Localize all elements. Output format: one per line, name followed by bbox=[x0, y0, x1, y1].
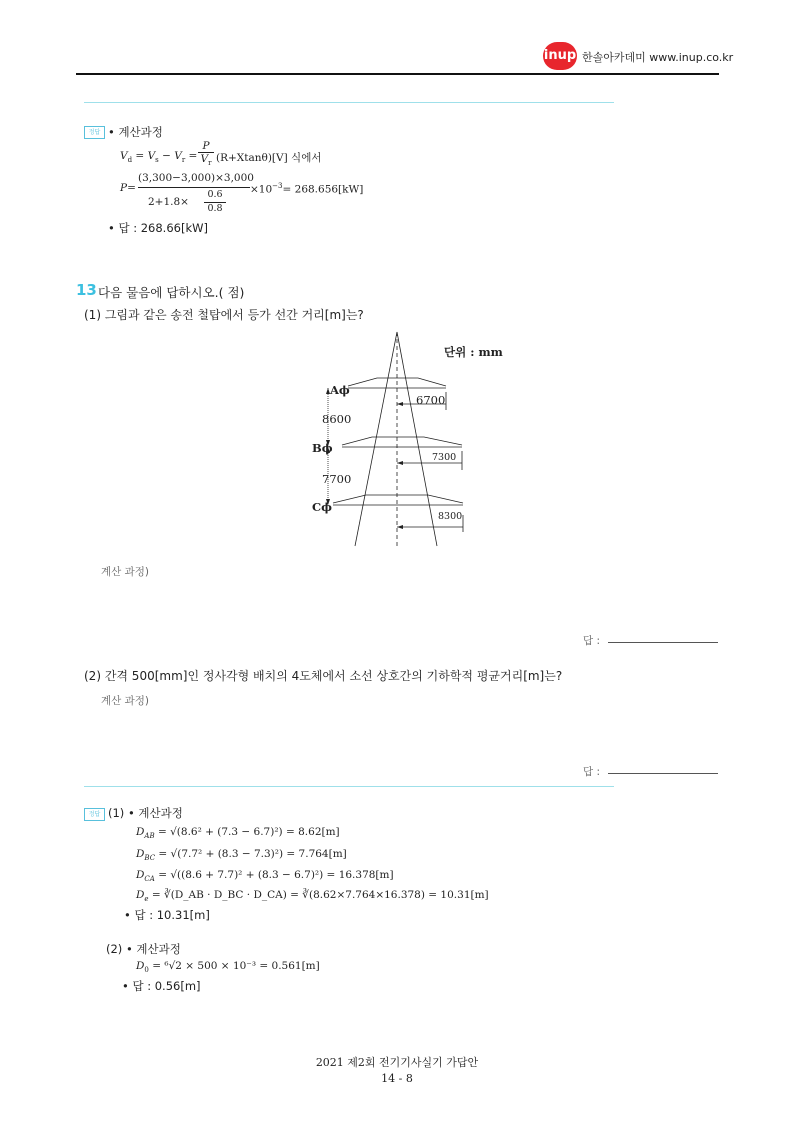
eq1-tail: (R+Xtanθ)[V] 식에서 bbox=[216, 152, 322, 164]
arm-a-label: 6700 bbox=[416, 393, 446, 407]
prev-answer: • 답 : 268.66[kW] bbox=[108, 221, 208, 235]
eq2-den-num: 0.6 bbox=[207, 189, 223, 200]
inup-logo: inup bbox=[543, 42, 577, 70]
eq-dbc: $D_{BC} = √(7.7^2 + (8.3 - 7.3)^2) = 7.764[m]$ bbox=[136, 848, 347, 863]
phase-c-label: Cϕ bbox=[312, 500, 332, 514]
arm-c-top bbox=[333, 495, 463, 503]
solution-part1-answer: • 답 : 10.31[m] bbox=[124, 908, 210, 922]
arm-b-top bbox=[342, 437, 462, 445]
calc-process-label-2: 계산 과정) bbox=[101, 695, 150, 707]
eq1-frac: P $V_r$ bbox=[198, 140, 214, 167]
tower-figure bbox=[300, 330, 500, 550]
eq2-lhs: P= bbox=[120, 182, 136, 194]
eq-dab: $D_{AB} = √(8.6^2 + (7.3 - 6.7)^2) = 8.62[m]$ bbox=[136, 826, 340, 841]
answer-tag-2: 정답 bbox=[84, 808, 105, 821]
question-title: 다음 물음에 답하시오.( 점) bbox=[98, 285, 245, 300]
eq-d0: $D_0 = ^6√2 \times 500 \times 10^{-3} = 0.561[m]$ bbox=[136, 960, 320, 975]
eq-de: $D_e$ = ∛(D_AB · D_BC · D_CA) = ∛(8.62×7.764×16.378) = 10.31[m] bbox=[136, 889, 489, 904]
phase-a-label: Aϕ bbox=[330, 383, 350, 397]
arm-c-label: 8300 bbox=[438, 511, 463, 522]
eq2-den: 2+1.8× bbox=[148, 196, 189, 208]
solution-part2-label: (2) • 계산과정 bbox=[106, 942, 181, 956]
process-label: • 계산과정 bbox=[108, 125, 163, 139]
answer-tag: 정답 bbox=[84, 126, 105, 139]
eq2-tail: $\times 10^{-3}= 268.656[kW]$ bbox=[250, 182, 364, 196]
solution-part2-answer: • 답 : 0.56[m] bbox=[122, 979, 201, 993]
page-number: 14 - 8 bbox=[381, 1072, 413, 1085]
answer-field-1[interactable] bbox=[608, 642, 718, 643]
calc-process-label: 계산 과정) bbox=[101, 566, 150, 578]
header-rule bbox=[76, 73, 719, 75]
solution-part1-label: (1) • 계산과정 bbox=[108, 806, 183, 820]
brand-text: 한솔아카데미 www.inup.co.kr bbox=[582, 51, 734, 64]
unit-label: 단위 : mm bbox=[444, 345, 503, 359]
answer-field-2[interactable] bbox=[608, 773, 718, 774]
dim-bc-label: 7700 bbox=[322, 472, 352, 486]
eq2-den-den: 0.8 bbox=[207, 203, 223, 214]
section-divider-top bbox=[84, 102, 614, 103]
tower-right-leg bbox=[397, 332, 437, 546]
section-divider-bottom bbox=[84, 786, 614, 787]
dim-ab-label: 8600 bbox=[322, 412, 352, 426]
arm-b-label: 7300 bbox=[432, 452, 457, 463]
question-part2: (2) 간격 500[mm]인 정사각형 배치의 4도체에서 소선 상호간의 기하학적 평균거리[m]는? bbox=[84, 669, 563, 683]
question-part1: (1) 그림과 같은 송전 철탑에서 등가 선간 거리[m]는? bbox=[84, 308, 364, 322]
eq2-numerator: (3,300−3,000)×3,000 bbox=[138, 172, 254, 184]
footer-title: 2021 제2회 전기기사실기 가답안 bbox=[315, 1056, 479, 1069]
answer-label-2: 답 : bbox=[583, 766, 601, 778]
equation-vd: $V_d = V_s - V_r$ = bbox=[120, 150, 198, 165]
phase-b-label: Bϕ bbox=[312, 441, 333, 455]
question-number: 13 bbox=[76, 281, 97, 299]
eq-dca: $D_{CA} = √((8.6 + 7.7)^2 + (8.3 - 6.7)^2) = 16.378[m]$ bbox=[136, 869, 394, 884]
eq2-fraction-bar bbox=[138, 187, 250, 188]
tower-left-leg bbox=[355, 332, 397, 546]
answer-label-1: 답 : bbox=[583, 635, 601, 647]
